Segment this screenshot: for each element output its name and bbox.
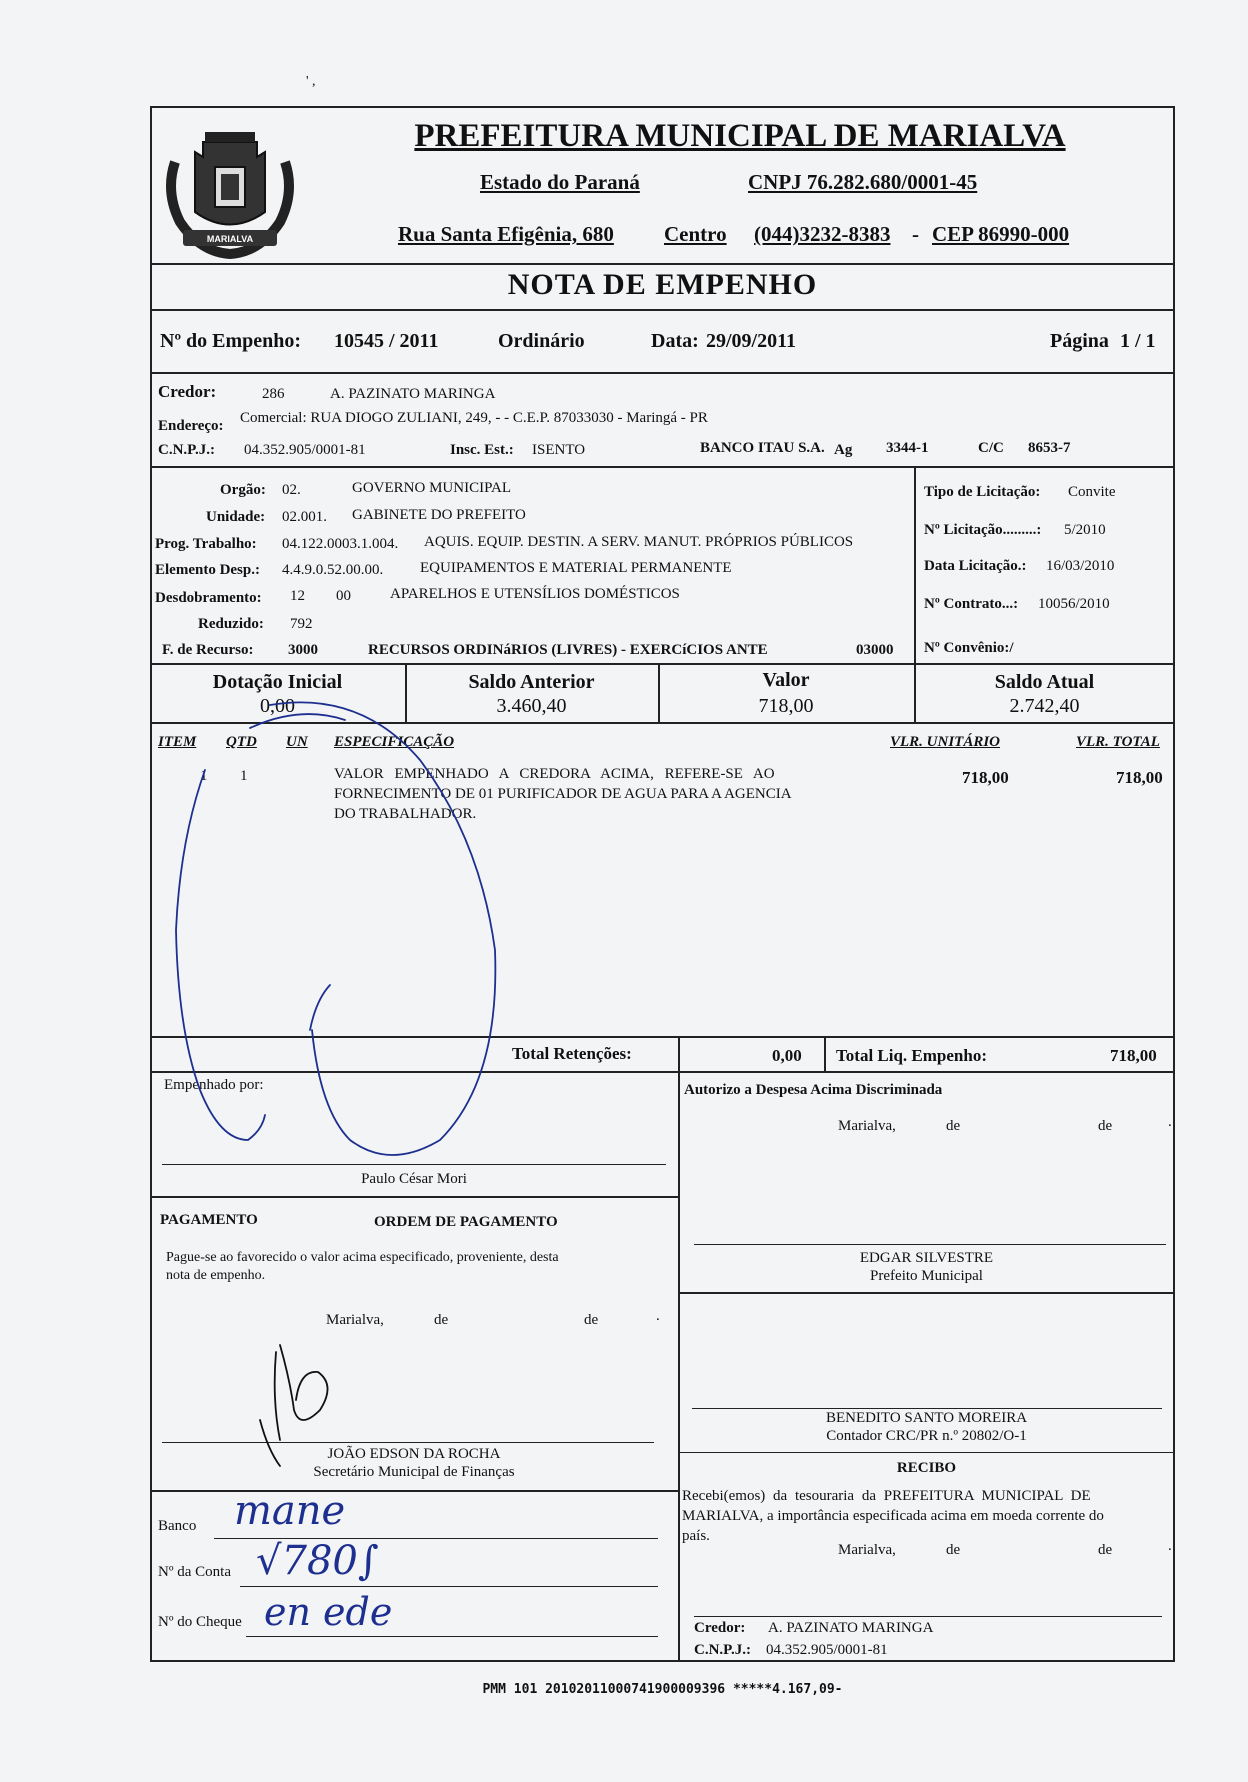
elemento-name: EQUIPAMENTOS E MATERIAL PERMANENTE xyxy=(420,560,732,576)
cheque-label: Nº do Cheque xyxy=(158,1614,242,1630)
conta-handwritten: √780∫ xyxy=(256,1538,379,1584)
col-qtd: QTD xyxy=(226,734,257,750)
recibo-title: RECIBO xyxy=(896,1460,957,1476)
desdob-label: Desdobramento: xyxy=(155,590,262,606)
banco-label: Banco xyxy=(158,1518,197,1534)
ag-label: Ag xyxy=(834,442,853,458)
cnpj-label: C.N.P.J.: xyxy=(158,442,215,458)
municipal-crest-icon xyxy=(155,112,305,262)
pagamento-dot: . xyxy=(656,1308,660,1324)
header-neighborhood: Centro xyxy=(664,222,727,246)
recurso-label: F. de Recurso: xyxy=(162,642,254,658)
scan-mark: ' , xyxy=(306,74,316,89)
retencoes-label: Total Retenções: xyxy=(512,1044,632,1063)
autorizo-de2: de xyxy=(1098,1118,1113,1134)
conta-label: Nº da Conta xyxy=(158,1564,231,1580)
contador-name: BENEDITO SANTO MOREIRA xyxy=(825,1410,1028,1426)
licitacao-date-label: Data Licitação.: xyxy=(924,558,1027,574)
unidade-label: Unidade: xyxy=(206,509,266,525)
ordem-pagamento-title: ORDEM DE PAGAMENTO xyxy=(374,1214,558,1230)
dotacao-value: 0,00 xyxy=(260,695,295,717)
empenho-type: Ordinário xyxy=(498,330,585,352)
dotacao-label: Dotação Inicial xyxy=(212,671,343,693)
header-address: Rua Santa Efigênia, 680 xyxy=(398,222,614,246)
empenho-date: 29/09/2011 xyxy=(706,330,797,352)
credor-cnpj: 04.352.905/0001-81 xyxy=(244,442,366,458)
recurso-number: 03000 xyxy=(856,642,894,658)
recibo-text-line1: Recebi(emos) da tesouraria da PREFEITURA MUNICIPAL DE xyxy=(682,1488,1091,1504)
pagamento-de1: de xyxy=(434,1312,449,1328)
document-title: NOTA DE EMPENHO xyxy=(507,268,818,301)
header-cnpj: CNPJ 76.282.680/0001-45 xyxy=(748,170,978,194)
page-label: Página xyxy=(1050,330,1109,352)
empenho-date-label: Data: xyxy=(651,330,699,352)
recibo-cnpj: 04.352.905/0001-81 xyxy=(766,1642,888,1658)
col-especificacao: ESPECIFICAÇÃO xyxy=(334,734,455,750)
empenho-number-label: Nº do Empenho: xyxy=(160,330,302,352)
saldo-atual-value: 2.742,40 xyxy=(1009,695,1080,717)
saldo-atual-label: Saldo Atual xyxy=(994,671,1095,693)
prog-name: AQUIS. EQUIP. DESTIN. A SERV. MANUT. PRÓPRIOS PÚBLICOS xyxy=(424,534,854,550)
col-vlr-total: VLR. TOTAL xyxy=(1076,734,1160,750)
header-phone: (044)3232-8383 xyxy=(754,222,891,246)
crest-banner-text: MARIALVA xyxy=(206,234,254,244)
valor-value: 718,00 xyxy=(758,695,814,717)
convenio-label: Nº Convênio:/ xyxy=(924,640,1014,656)
page-number: 1 / 1 xyxy=(1120,330,1156,352)
licitacao-date: 16/03/2010 xyxy=(1046,558,1115,574)
recibo-text-line3: país. xyxy=(682,1528,710,1544)
item-number: 1 xyxy=(200,768,208,784)
orgao-code: 02. xyxy=(282,482,301,498)
banco-handwritten: mane xyxy=(234,1488,346,1534)
item-desc-line2: FORNECIMENTO DE 01 PURIFICADOR DE AGUA PARA A AGENCIA xyxy=(334,786,792,802)
prefeito-name: EDGAR SILVESTRE xyxy=(859,1250,994,1266)
pagamento-de2: de xyxy=(584,1312,599,1328)
prog-label: Prog. Trabalho: xyxy=(155,536,257,552)
licitacao-num: 5/2010 xyxy=(1064,522,1106,538)
credor-label: Credor: xyxy=(158,382,217,401)
retencoes-value: 0,00 xyxy=(772,1046,802,1065)
secretario-name: JOÃO EDSON DA ROCHA xyxy=(327,1446,501,1462)
bank-name: BANCO ITAU S.A. xyxy=(700,440,825,456)
valor-label: Valor xyxy=(762,669,810,691)
orgao-label: Orgão: xyxy=(220,482,266,498)
autorizo-city: Marialva, xyxy=(838,1118,896,1134)
col-item: ITEM xyxy=(158,734,197,750)
licitacao-num-label: Nº Licitação.........: xyxy=(924,522,1042,538)
liq-empenho-label: Total Liq. Empenho: xyxy=(836,1046,987,1065)
saldo-anterior-value: 3.460,40 xyxy=(496,695,567,717)
prefeito-role: Prefeito Municipal xyxy=(870,1268,983,1284)
header-dash: - xyxy=(912,222,919,246)
empenhado-label: Empenhado por: xyxy=(164,1077,264,1093)
contrato-label: Nº Contrato...: xyxy=(924,596,1019,612)
recurso-name: RECURSOS ORDINáRIOS (LIVRES) - EXERCíCIOS ANTE xyxy=(368,642,768,658)
recurso-code: 3000 xyxy=(288,642,318,658)
saldo-anterior-label: Saldo Anterior xyxy=(468,671,595,693)
item-vlr-total: 718,00 xyxy=(1116,768,1163,787)
cc-label: C/C xyxy=(978,440,1004,456)
unidade-name: GABINETE DO PREFEITO xyxy=(352,507,526,523)
empenhado-name: Paulo César Mori xyxy=(361,1171,467,1187)
footer-code: PMM 101 20102011000741900009396 *****4.167,09- xyxy=(482,1682,843,1697)
desdob-b: 00 xyxy=(336,588,351,604)
recibo-city: Marialva, xyxy=(838,1542,896,1558)
ag-value: 3344-1 xyxy=(886,440,929,456)
recibo-text-line2: MARIALVA, a importância especificada acima em moeda corrente do xyxy=(682,1508,1104,1524)
pagamento-city: Marialva, xyxy=(326,1312,384,1328)
recibo-cnpj-label: C.N.P.J.: xyxy=(694,1642,751,1658)
empenho-number: 10545 / 2011 xyxy=(334,330,439,352)
credor-code: 286 xyxy=(262,386,285,402)
address-label: Endereço: xyxy=(158,418,224,434)
secretario-role: Secretário Municipal de Finanças xyxy=(313,1464,515,1480)
recibo-de1: de xyxy=(946,1542,961,1558)
autorizo-dot: . xyxy=(1168,1114,1172,1130)
credor-address: Comercial: RUA DIOGO ZULIANI, 249, - - C.E.P. 87033030 - Maringá - PR xyxy=(240,410,708,426)
tipo-licitacao: Convite xyxy=(1068,484,1116,500)
prog-code: 04.122.0003.1.004. xyxy=(282,536,399,552)
unidade-code: 02.001. xyxy=(282,509,327,525)
page-title: PREFEITURA MUNICIPAL DE MARIALVA xyxy=(414,118,1066,154)
header-cep: CEP 86990-000 xyxy=(932,222,1070,246)
recibo-dot: . xyxy=(1168,1538,1172,1554)
reduzido-label: Reduzido: xyxy=(198,616,264,632)
contador-role: Contador CRC/PR n.º 20802/O-1 xyxy=(826,1428,1027,1444)
cheque-handwritten: en ede xyxy=(264,1590,393,1634)
tipo-licitacao-label: Tipo de Licitação: xyxy=(924,484,1041,500)
pagamento-label: PAGAMENTO xyxy=(160,1212,258,1228)
elemento-code: 4.4.9.0.52.00.00. xyxy=(282,562,384,578)
insc-label: Insc. Est.: xyxy=(450,442,514,458)
col-un: UN xyxy=(286,734,308,750)
credor-name: A. PAZINATO MARINGA xyxy=(330,386,496,402)
autorizo-de1: de xyxy=(946,1118,961,1134)
elemento-label: Elemento Desp.: xyxy=(155,562,260,578)
orgao-name: GOVERNO MUNICIPAL xyxy=(352,480,512,496)
col-vlr-unitario: VLR. UNITÁRIO xyxy=(890,734,1001,750)
pagamento-text-line1: Pague-se ao favorecido o valor acima especificado, proveniente, desta xyxy=(166,1250,559,1265)
recibo-credor-name: A. PAZINATO MARINGA xyxy=(768,1620,934,1636)
desdob-name: APARELHOS E UTENSÍLIOS DOMÉSTICOS xyxy=(390,586,680,602)
cc-value: 8653-7 xyxy=(1028,440,1071,456)
insc-value: ISENTO xyxy=(532,442,586,458)
reduzido-value: 792 xyxy=(290,616,313,632)
item-qtd: 1 xyxy=(240,768,248,784)
recibo-de2: de xyxy=(1098,1542,1113,1558)
pagamento-text-line2: nota de empenho. xyxy=(166,1268,266,1283)
liq-empenho-value: 718,00 xyxy=(1110,1046,1157,1065)
item-vlr-unitario: 718,00 xyxy=(962,768,1009,787)
desdob-a: 12 xyxy=(290,588,305,604)
contrato-number: 10056/2010 xyxy=(1038,596,1110,612)
autorizo-label: Autorizo a Despesa Acima Discriminada xyxy=(684,1082,943,1098)
state-label: Estado do Paraná xyxy=(480,170,640,194)
recibo-credor-label: Credor: xyxy=(694,1620,746,1636)
item-desc-line1: VALOR EMPENHADO A CREDORA ACIMA, REFERE-SE AO xyxy=(334,766,775,782)
item-desc-line3: DO TRABALHADOR. xyxy=(334,806,477,822)
